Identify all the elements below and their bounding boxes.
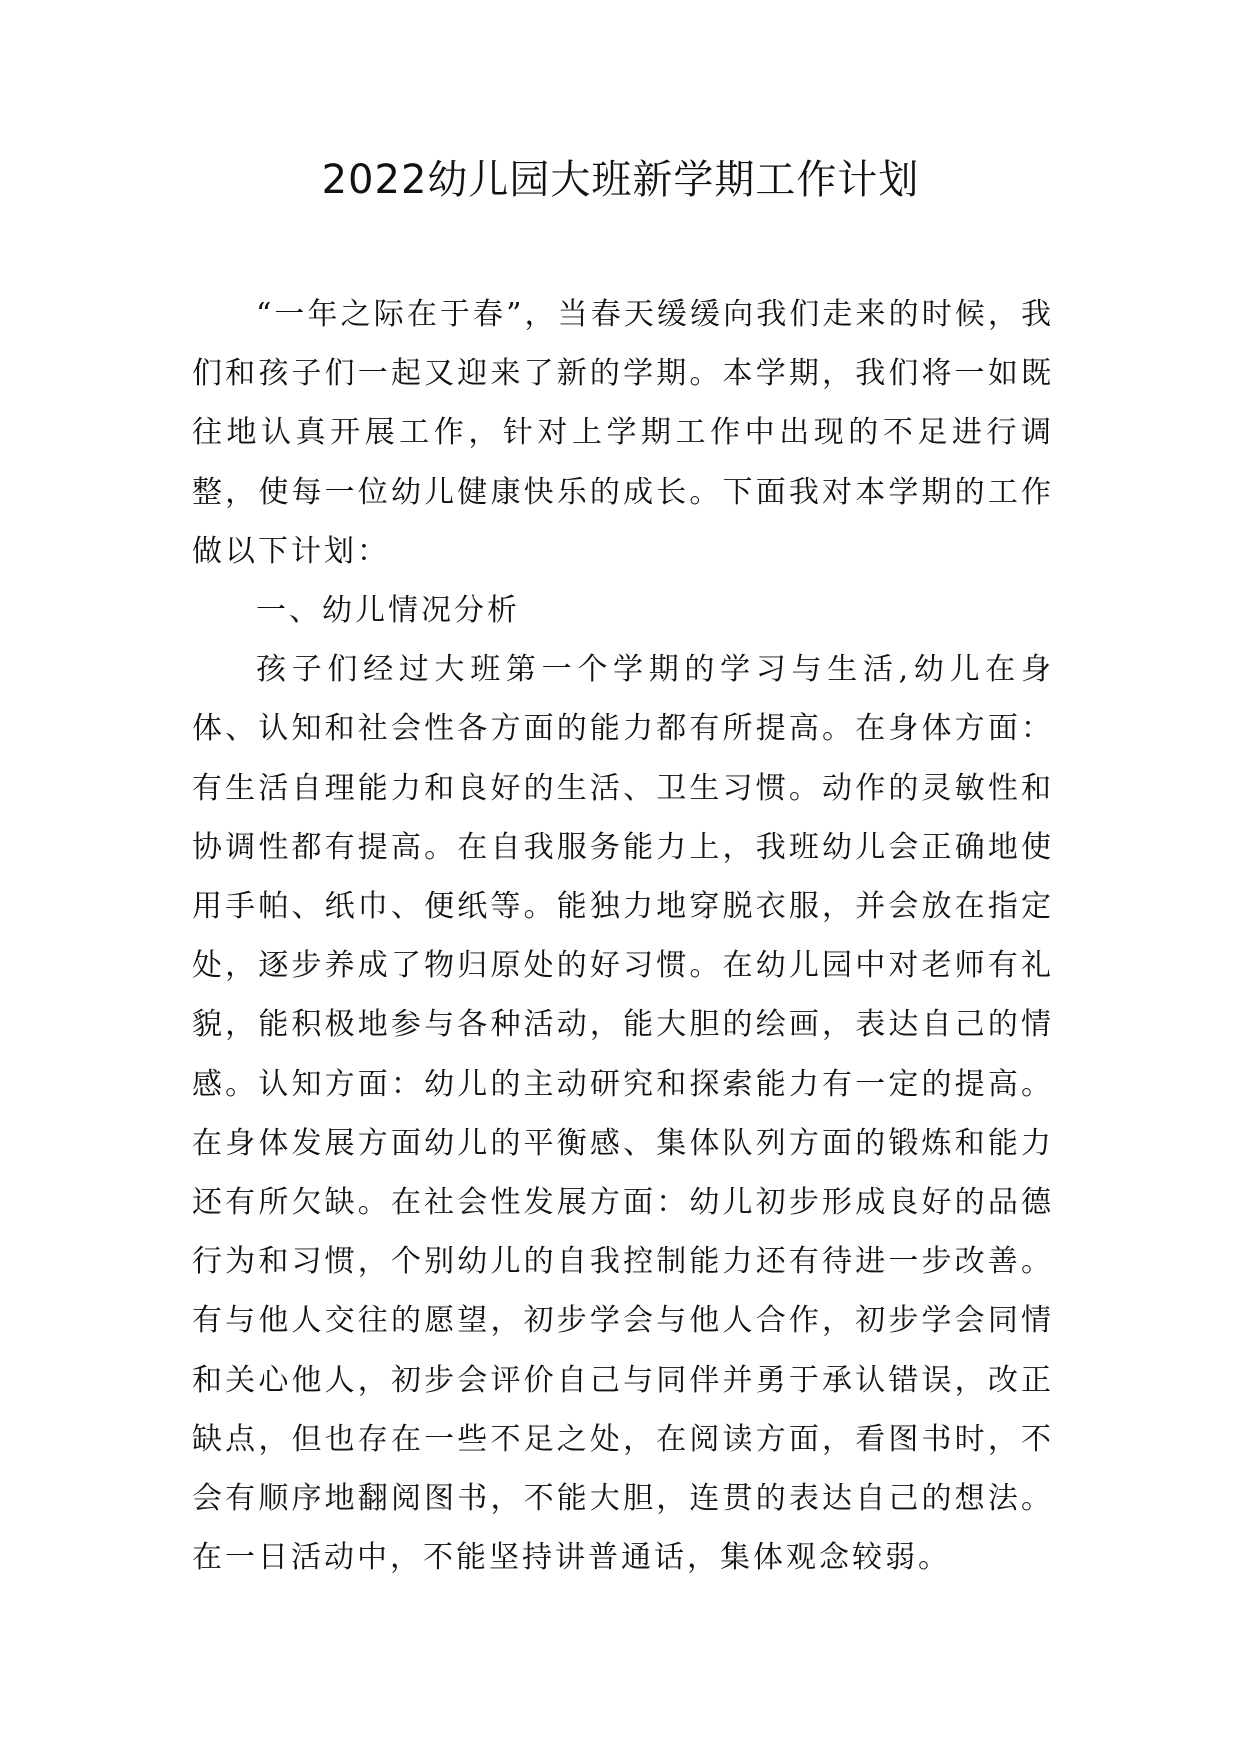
intro-paragraph: “一年之际在于春”，当春天缓缓向我们走来的时候，我们和孩子们一起又迎来了新的学期。本学期，我们将一如既往地认真开展工作，针对上学期工作中出现的不足进行调整，使每一位幼儿健康快乐的成长。下面我对本学期的工作做以下计划： (192, 297, 1054, 569)
section-heading: 一、幼儿情况分析 (256, 593, 520, 629)
document-title: 2022幼儿园大班新学期工作计划 (321, 157, 920, 203)
analysis-paragraph: 孩子们经过大班第一个学期的学习与生活,幼儿在身体、认知和社会性各方面的能力都有所提高。在身体方面：有生活自理能力和良好的生活、卫生习惯。动作的灵敏性和协调性都有提高。在自我服务能力上，我班幼儿会正确地使用手帕、纸巾、便纸等。能独力地穿脱衣服，并会放在指定处，逐步养成了物归原处的好习惯。在幼儿园中对老师有礼貌，能积极地参与各种活动，能大胆的绘画，表达自己的情感。认知方面：幼儿的主动研究和探索能力有一定的提高。在身体发展方面幼儿的平衡感、集体队列方面的锻炼和能力还有所欠缺。在社会性发展方面：幼儿初步形成良好的品德行为和习惯，个别幼儿的自我控制能力还有待进一步改善。有与他人交往的愿望，初步学会与他人合作，初步学会同情和关心他人，初步会评价自己与同伴并勇于承认错误，改正缺点，但也存在一些不足之处，在阅读方面，看图书时，不会有顺序地翻阅图书，不能大胆，连贯的表达自己的想法。在一日活动中，不能坚持讲普通话，集体观念较弱。 (192, 652, 1054, 1576)
document-body (192, 285, 1054, 1587)
